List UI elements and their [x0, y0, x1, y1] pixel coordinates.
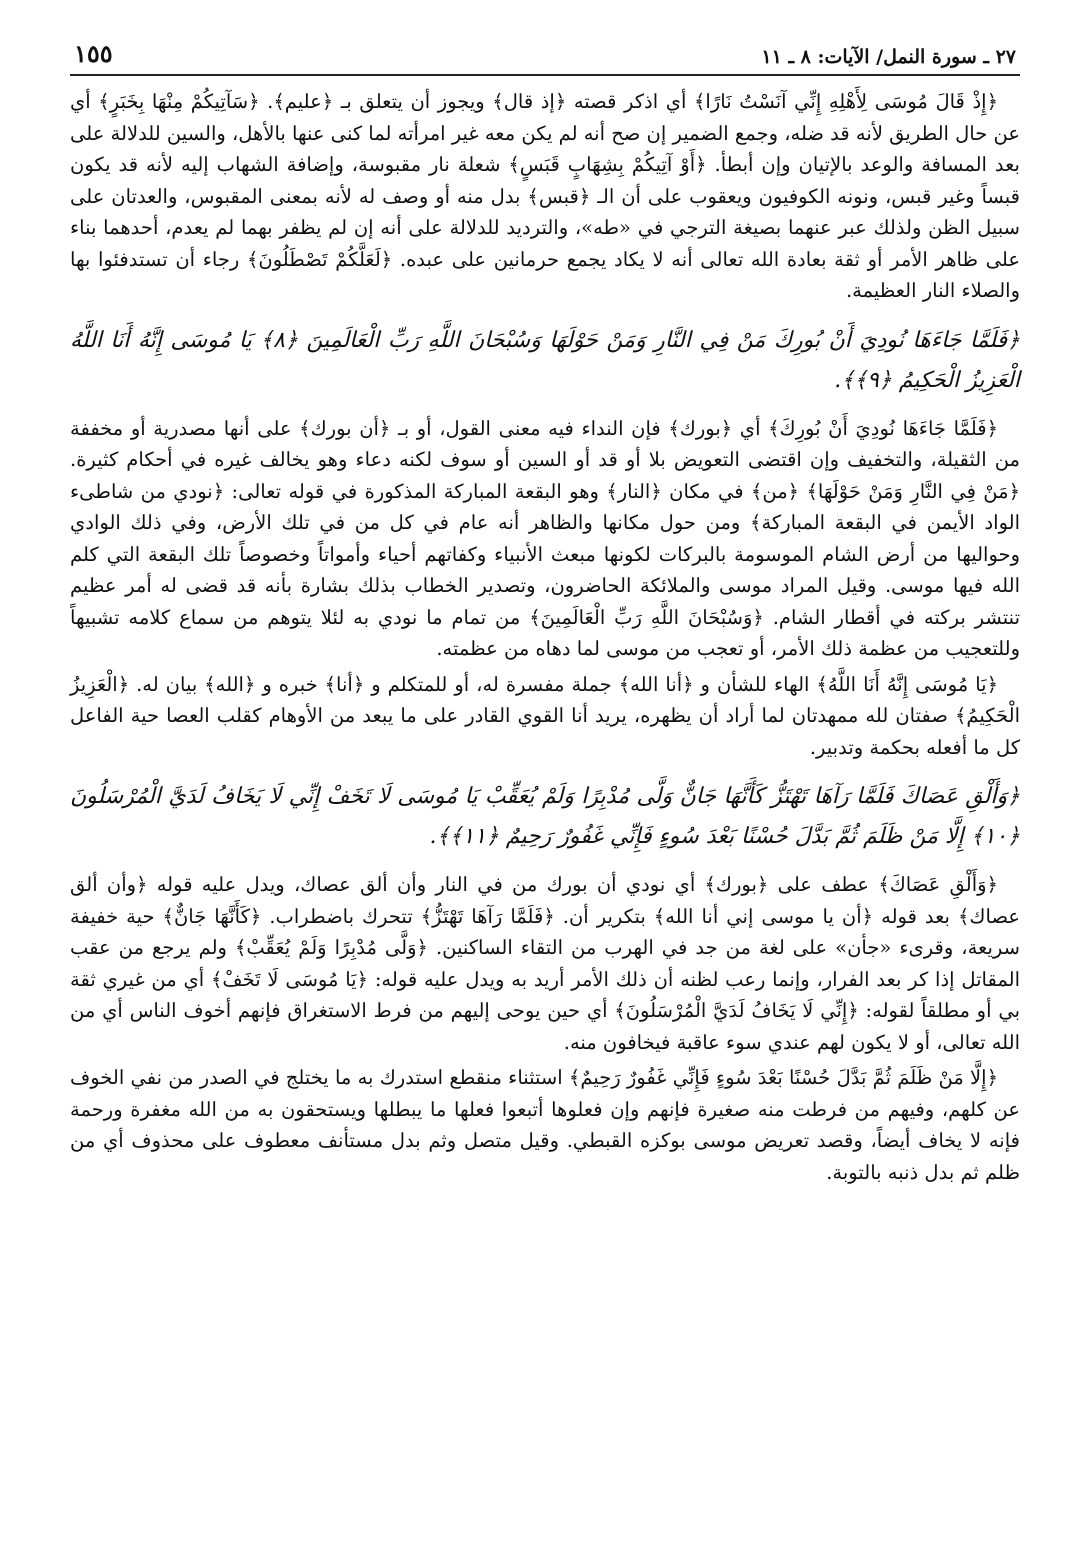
quran-verse-block: ﴿فَلَمَّا جَاءَهَا نُودِيَ أَنْ بُورِكَ مَنْ فِي النَّارِ وَمَنْ حَوْلَهَا وَسُبْحَانَ اللَّهِ رَبِّ الْعَالَمِينَ ﴿٨﴾ يَا مُوسَى إِنَّهُ أَنَا اللَّهُ الْعَزِيزُ الْحَكِيمُ ﴿٩﴾﴾.: [70, 327, 1021, 393]
commentary-paragraph: ﴿يَا مُوسَى إِنَّهُ أَنَا اللَّهُ﴾ الهاء للشأن و ﴿أنا الله﴾ جملة مفسرة له، أو للمتكلم و ﴿أنا﴾ خبره و ﴿الله﴾ بيان له. ﴿الْعَزِيزُ الْحَكِيمُ﴾ صفتان لله ممهدتان لما أراد أن يظهره، يريد أنا القوي القادر على ما يبعد من الأوهام كقلب العصا حية الفاعل كل ما أفعله بحكمة وتدبير.: [70, 672, 1020, 759]
commentary-paragraph: ﴿إِلَّا مَنْ ظَلَمَ ثُمَّ بَدَّلَ حُسْنًا بَعْدَ سُوءٍ فَإِنِّي غَفُورٌ رَحِيمٌ﴾ استثناء منقطع استدرك به ما يختلج في الصدر من نفي الخوف عن كلهم، وفيهم من فرطت منه صغيرة فإنهم وإن فعلوها أتبعوا فعلها ما يبطلها ويستحقون به من الله مغفرة ورحمة فإنه لا يخاف أيضاً، وقصد تعريض موسى بوكزه القبطي. وقيل متصل وثم بدل مستأنف معطوف على محذوف أي من ظلم ثم بدل ذنبه بالتوبة.: [70, 1066, 1020, 1184]
page-number: ١٥٥: [74, 39, 113, 68]
quran-verse-block: ﴿وَأَلْقِ عَصَاكَ فَلَمَّا رَآهَا تَهْتَزُّ كَأَنَّهَا جَانٌّ وَلَّى مُدْبِرًا وَلَمْ يُعَقِّبْ يَا مُوسَى لَا تَخَفْ إِنِّي لَا يَخَافُ لَدَيَّ الْمُرْسَلُونَ ﴿١٠﴾ إِلَّا مَنْ ظَلَمَ ثُمَّ بَدَّلَ حُسْنًا بَعْدَ سُوءٍ فَإِنِّي غَفُورٌ رَحِيمٌ ﴿١١﴾﴾.: [70, 784, 1020, 849]
book-page: [70, 38, 1020, 1188]
commentary-paragraph: ﴿إِذْ قَالَ مُوسَى لِأَهْلِهِ إِنِّي آنَسْتُ نَارًا﴾ أي اذكر قصته ﴿إذ قال﴾ ويجوز أن يتعلق بـ ﴿عليم﴾. ﴿سَآتِيكُمْ مِنْهَا بِخَبَرٍ﴾ أي عن حال الطريق لأنه قد ضله، وجمع الضمير إن صح أنه لم يكن معه غير امرأته لما كنى عنها بالأهل، والسين للدلالة على بعد المسافة والوعد بالإتيان وإن أبطأ. ﴿أَوْ آتِيكُمْ بِشِهَابٍ قَبَسٍ﴾ شعلة نار مقبوسة، وإضافة الشهاب إليه لأنه قد يكون قبساً وغير قبس، ونونه الكوفيون ويعقوب على أن الـ ﴿قبس﴾ بدل منه أو وصف له لأنه بمعنى المقبوس، والعدتان على سبيل الظن ولذلك عبر عنهما بصيغة الترجي في «طه»، والترديد للدلالة على أنه إن لم يظفر بهما لم يعدم، أحدهما بناء على ظاهر الأمر أو ثقة بعادة الله تعالى أنه لا يكاد يجمع حرمانين على عبده. ﴿لَعَلَّكُمْ تَصْطَلُونَ﴾ رجاء أن تستدفئوا بها والصلاء النار العظيمة.: [70, 90, 1020, 302]
page-header: [70, 38, 1020, 76]
running-title: ٢٧ ـ سورة النمل/ الآيات: ٨ ـ ١١: [761, 46, 1016, 68]
commentary-paragraph: ﴿فَلَمَّا جَاءَهَا نُودِيَ أَنْ بُورِكَ﴾ أي ﴿بورك﴾ فإن النداء فيه معنى القول، أو بـ ﴿أن بورك﴾ على أنها مصدرية أو مخففة من الثقيلة، والتخفيف وإن اقتضى التعويض بلا أو قد أو السين أو سوف لكنه دعاء وهو يخالف غيره في أحكام كثيرة. ﴿مَنْ فِي النَّارِ وَمَنْ حَوْلَهَا﴾ ﴿من﴾ في مكان ﴿النار﴾ وهو البقعة المباركة المذكورة في قوله تعالى: ﴿نودي من شاطىء الواد الأيمن في البقعة المباركة﴾ ومن حول مكانها والظاهر أنه عام في كل من في تلك الأرض، وفي ذلك الوادي وحواليها من أرض الشام الموسومة بالبركات لكونها مبعث الأنبياء وكفاتهم أحياء وأمواتاً وخصوصاً تلك البقعة التي كلم الله فيها موسى. وقيل المراد موسى والملائكة الحاضرون، وتصدير الخطاب بذلك بشارة بأنه قد قضى له أمر عظيم تنتشر بركته في أقطار الشام. ﴿وَسُبْحَانَ اللَّهِ رَبِّ الْعَالَمِينَ﴾ من تمام ما نودي به لئلا يتوهم من سماع كلامه تشبيهاً وللتعجيب من عظمة ذلك الأمر، أو تعجب من موسى لما دهاه من عظمته.: [70, 416, 1020, 660]
commentary-paragraph: ﴿وَأَلْقِ عَصَاكَ﴾ عطف على ﴿بورك﴾ أي نودي أن بورك من في النار وأن ألق عصاك، ويدل عليه قوله ﴿وأن ألق عصاك﴾ بعد قوله ﴿أن يا موسى إني أنا الله﴾ بتكرير أن. ﴿فَلَمَّا رَآهَا تَهْتَزُّ﴾ تتحرك باضطراب. ﴿كَأَنَّهَا جَانٌّ﴾ حية خفيفة سريعة، وقرىء «جأن» على لغة من جد في الهرب من التقاء الساكنين. ﴿وَلَّى مُدْبِرًا وَلَمْ يُعَقِّبْ﴾ ولم يرجع من عقب المقاتل إذا كر بعد الفرار، وإنما رعب لظنه أن ذلك الأمر أريد به ويدل عليه قوله: ﴿يَا مُوسَى لَا تَخَفْ﴾ أي من غيري ثقة بي أو مطلقاً لقوله: ﴿إِنِّي لَا يَخَافُ لَدَيَّ الْمُرْسَلُونَ﴾ أي حين يوحى إليهم من فرط الاستغراق فإنهم أخوف الناس أي من الله تعالى، أو لا يكون لهم عندي سوء عاقبة فيخافون منه.: [70, 873, 1020, 1054]
page-body: [70, 86, 1020, 1188]
